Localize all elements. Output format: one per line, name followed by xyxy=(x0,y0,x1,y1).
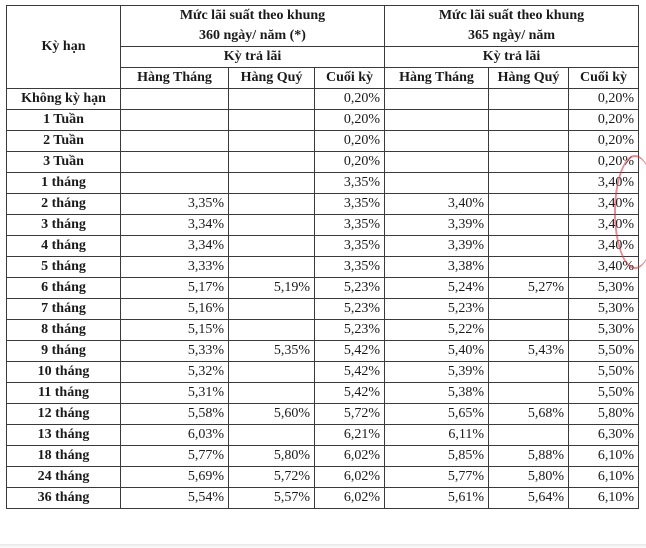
rate-cell-e360: 5,23% xyxy=(315,278,385,299)
rate-cell-q360: 5,80% xyxy=(229,446,315,467)
rate-cell-q360 xyxy=(229,299,315,320)
term-cell: 9 tháng xyxy=(7,341,121,362)
table-row xyxy=(7,89,639,110)
rate-cell-e360: 5,42% xyxy=(315,341,385,362)
rate-cell-q365 xyxy=(489,362,569,383)
rate-cell-q365 xyxy=(489,299,569,320)
table-row xyxy=(7,299,639,320)
rate-cell-q365 xyxy=(489,215,569,236)
rate-cell-m360 xyxy=(121,173,229,194)
rate-cell-m365: 3,40% xyxy=(385,194,489,215)
rate-cell-m360: 5,58% xyxy=(121,404,229,425)
term-cell: 7 tháng xyxy=(7,299,121,320)
rate-cell-e365: 3,40% xyxy=(569,194,639,215)
term-cell: 3 Tuần xyxy=(7,152,121,173)
table-row xyxy=(7,278,639,299)
rate-cell-m365: 5,61% xyxy=(385,488,489,509)
rate-cell-q365: 5,64% xyxy=(489,488,569,509)
term-cell: 2 Tuần xyxy=(7,131,121,152)
frame-365-line1: Mức lãi suất theo khung xyxy=(438,8,585,23)
rate-cell-m360: 3,35% xyxy=(121,194,229,215)
rate-cell-e365: 0,20% xyxy=(569,152,639,173)
rate-cell-m365: 5,65% xyxy=(385,404,489,425)
rate-cell-e360: 5,72% xyxy=(315,404,385,425)
rate-cell-e360: 5,23% xyxy=(315,320,385,341)
rate-cell-e365: 5,50% xyxy=(569,341,639,362)
term-cell: 10 tháng xyxy=(7,362,121,383)
rate-cell-e360: 6,02% xyxy=(315,488,385,509)
rate-cell-m365: 5,85% xyxy=(385,446,489,467)
rate-cell-q365 xyxy=(489,194,569,215)
rate-cell-m365 xyxy=(385,131,489,152)
term-cell: 8 tháng xyxy=(7,320,121,341)
rate-cell-q365 xyxy=(489,110,569,131)
rate-cell-m365 xyxy=(385,173,489,194)
rate-cell-m360 xyxy=(121,89,229,110)
table-row xyxy=(7,257,639,278)
rate-cell-e360: 5,42% xyxy=(315,362,385,383)
rate-cell-m360 xyxy=(121,152,229,173)
rate-cell-m365 xyxy=(385,110,489,131)
col-quarterly-360: Hàng Quý xyxy=(229,68,315,89)
rate-cell-m365 xyxy=(385,89,489,110)
rate-cell-q365: 5,43% xyxy=(489,341,569,362)
rate-cell-m360: 5,16% xyxy=(121,299,229,320)
term-cell: Không kỳ hạn xyxy=(7,89,121,110)
rate-cell-e360: 3,35% xyxy=(315,257,385,278)
rate-sheet xyxy=(6,5,638,509)
page-edge-shadow xyxy=(0,544,646,548)
table-row xyxy=(7,152,639,173)
term-cell: 2 tháng xyxy=(7,194,121,215)
rate-cell-q360 xyxy=(229,215,315,236)
rate-cell-m365: 5,77% xyxy=(385,467,489,488)
rate-cell-q365 xyxy=(489,257,569,278)
rate-cell-m360 xyxy=(121,110,229,131)
table-row xyxy=(7,404,639,425)
rate-cell-q360: 5,35% xyxy=(229,341,315,362)
rate-cell-e365: 0,20% xyxy=(569,110,639,131)
table-row xyxy=(7,488,639,509)
rate-cell-q365 xyxy=(489,320,569,341)
col-monthly-365: Hàng Tháng xyxy=(385,68,489,89)
rate-cell-m360: 3,34% xyxy=(121,236,229,257)
rate-cell-e365: 6,10% xyxy=(569,467,639,488)
table-row xyxy=(7,173,639,194)
table-row xyxy=(7,425,639,446)
rate-cell-m360: 5,17% xyxy=(121,278,229,299)
rate-cell-e360: 5,23% xyxy=(315,299,385,320)
frame-360-header xyxy=(121,6,385,47)
rate-cell-m365: 3,38% xyxy=(385,257,489,278)
rate-cell-e360: 5,42% xyxy=(315,383,385,404)
rate-cell-q360 xyxy=(229,110,315,131)
rate-cell-m365: 5,23% xyxy=(385,299,489,320)
frame-365-header xyxy=(385,6,639,47)
rate-table-body xyxy=(7,89,639,509)
rate-cell-m360: 5,31% xyxy=(121,383,229,404)
term-cell: 11 tháng xyxy=(7,383,121,404)
rate-cell-m360: 5,54% xyxy=(121,488,229,509)
rate-cell-m365: 5,40% xyxy=(385,341,489,362)
rate-cell-e365: 6,10% xyxy=(569,446,639,467)
rate-cell-q360 xyxy=(229,89,315,110)
term-cell: 1 Tuần xyxy=(7,110,121,131)
rate-cell-q365 xyxy=(489,425,569,446)
term-header: Kỳ hạn xyxy=(7,6,121,89)
term-cell: 13 tháng xyxy=(7,425,121,446)
rate-cell-e360: 6,02% xyxy=(315,446,385,467)
rate-cell-m360: 5,33% xyxy=(121,341,229,362)
rate-cell-q360: 5,72% xyxy=(229,467,315,488)
rate-cell-m365: 5,38% xyxy=(385,383,489,404)
rate-cell-m365: 5,39% xyxy=(385,362,489,383)
rate-cell-e365: 5,50% xyxy=(569,362,639,383)
table-row xyxy=(7,194,639,215)
term-cell: 3 tháng xyxy=(7,215,121,236)
rate-cell-q365: 5,88% xyxy=(489,446,569,467)
rate-cell-e365: 5,30% xyxy=(569,299,639,320)
rate-cell-e360: 0,20% xyxy=(315,131,385,152)
rate-cell-q360 xyxy=(229,131,315,152)
col-quarterly-365: Hàng Quý xyxy=(489,68,569,89)
rate-cell-e365: 6,30% xyxy=(569,425,639,446)
term-cell: 18 tháng xyxy=(7,446,121,467)
rate-cell-e360: 3,35% xyxy=(315,194,385,215)
rate-cell-e365: 3,40% xyxy=(569,215,639,236)
rate-cell-q365 xyxy=(489,173,569,194)
rate-cell-m365: 3,39% xyxy=(385,215,489,236)
rate-cell-q365 xyxy=(489,383,569,404)
rate-cell-q360 xyxy=(229,194,315,215)
payment-header-360: Kỳ trả lãi xyxy=(121,47,385,68)
rate-cell-e360: 0,20% xyxy=(315,152,385,173)
rate-cell-m365: 6,11% xyxy=(385,425,489,446)
rate-cell-m360: 3,33% xyxy=(121,257,229,278)
rate-cell-e365: 3,40% xyxy=(569,236,639,257)
table-row xyxy=(7,320,639,341)
rate-cell-q360: 5,19% xyxy=(229,278,315,299)
rate-cell-e365: 5,30% xyxy=(569,278,639,299)
rate-cell-m360: 3,34% xyxy=(121,215,229,236)
rate-cell-q360 xyxy=(229,152,315,173)
rate-cell-m365: 5,22% xyxy=(385,320,489,341)
rate-cell-q365: 5,27% xyxy=(489,278,569,299)
frame-360-line1: Mức lãi suất theo khung xyxy=(179,8,326,23)
rate-cell-e360: 0,20% xyxy=(315,110,385,131)
rate-cell-e365: 3,40% xyxy=(569,257,639,278)
rate-cell-m360: 5,15% xyxy=(121,320,229,341)
rate-cell-e360: 6,02% xyxy=(315,467,385,488)
payment-header-365: Kỳ trả lãi xyxy=(385,47,639,68)
header-row-frames xyxy=(7,6,639,47)
term-cell: 5 tháng xyxy=(7,257,121,278)
rate-cell-q365 xyxy=(489,236,569,257)
rate-cell-e365: 5,80% xyxy=(569,404,639,425)
table-row xyxy=(7,341,639,362)
rate-cell-q365: 5,80% xyxy=(489,467,569,488)
table-row xyxy=(7,131,639,152)
col-end-365: Cuối kỳ xyxy=(569,68,639,89)
rate-cell-e365: 5,50% xyxy=(569,383,639,404)
rate-cell-e360: 3,35% xyxy=(315,215,385,236)
term-cell: 24 tháng xyxy=(7,467,121,488)
rate-cell-m360: 5,69% xyxy=(121,467,229,488)
rate-cell-e365: 0,20% xyxy=(569,131,639,152)
rate-cell-m365 xyxy=(385,152,489,173)
term-cell: 6 tháng xyxy=(7,278,121,299)
table-row xyxy=(7,215,639,236)
rate-cell-e365: 5,30% xyxy=(569,320,639,341)
rate-cell-e360: 6,21% xyxy=(315,425,385,446)
term-cell: 4 tháng xyxy=(7,236,121,257)
rate-cell-m365: 5,24% xyxy=(385,278,489,299)
table-row xyxy=(7,446,639,467)
rate-cell-q365 xyxy=(489,131,569,152)
frame-365-line2: 365 ngày/ năm xyxy=(467,28,556,43)
term-cell: 12 tháng xyxy=(7,404,121,425)
term-cell: 36 tháng xyxy=(7,488,121,509)
table-row xyxy=(7,236,639,257)
rate-cell-q360 xyxy=(229,362,315,383)
rate-cell-m360: 5,77% xyxy=(121,446,229,467)
table-row xyxy=(7,383,639,404)
col-end-360: Cuối kỳ xyxy=(315,68,385,89)
interest-rate-table xyxy=(6,5,639,509)
table-row xyxy=(7,110,639,131)
rate-cell-q360 xyxy=(229,425,315,446)
col-monthly-360: Hàng Tháng xyxy=(121,68,229,89)
rate-cell-q360: 5,60% xyxy=(229,404,315,425)
rate-cell-e365: 0,20% xyxy=(569,89,639,110)
rate-cell-q360 xyxy=(229,236,315,257)
rate-cell-e360: 0,20% xyxy=(315,89,385,110)
rate-cell-q365 xyxy=(489,152,569,173)
rate-cell-q365 xyxy=(489,89,569,110)
rate-cell-m360: 6,03% xyxy=(121,425,229,446)
rate-cell-e365: 3,40% xyxy=(569,173,639,194)
rate-cell-q360 xyxy=(229,173,315,194)
rate-cell-e360: 3,35% xyxy=(315,236,385,257)
rate-cell-q365: 5,68% xyxy=(489,404,569,425)
rate-cell-q360 xyxy=(229,257,315,278)
rate-cell-e360: 3,35% xyxy=(315,173,385,194)
term-cell: 1 tháng xyxy=(7,173,121,194)
rate-cell-m360 xyxy=(121,131,229,152)
rate-cell-m365: 3,39% xyxy=(385,236,489,257)
rate-cell-q360 xyxy=(229,320,315,341)
frame-360-line2: 360 ngày/ năm (*) xyxy=(199,28,306,43)
rate-cell-m360: 5,32% xyxy=(121,362,229,383)
table-row xyxy=(7,362,639,383)
rate-cell-e365: 6,10% xyxy=(569,488,639,509)
table-row xyxy=(7,467,639,488)
rate-cell-q360: 5,57% xyxy=(229,488,315,509)
rate-cell-q360 xyxy=(229,383,315,404)
